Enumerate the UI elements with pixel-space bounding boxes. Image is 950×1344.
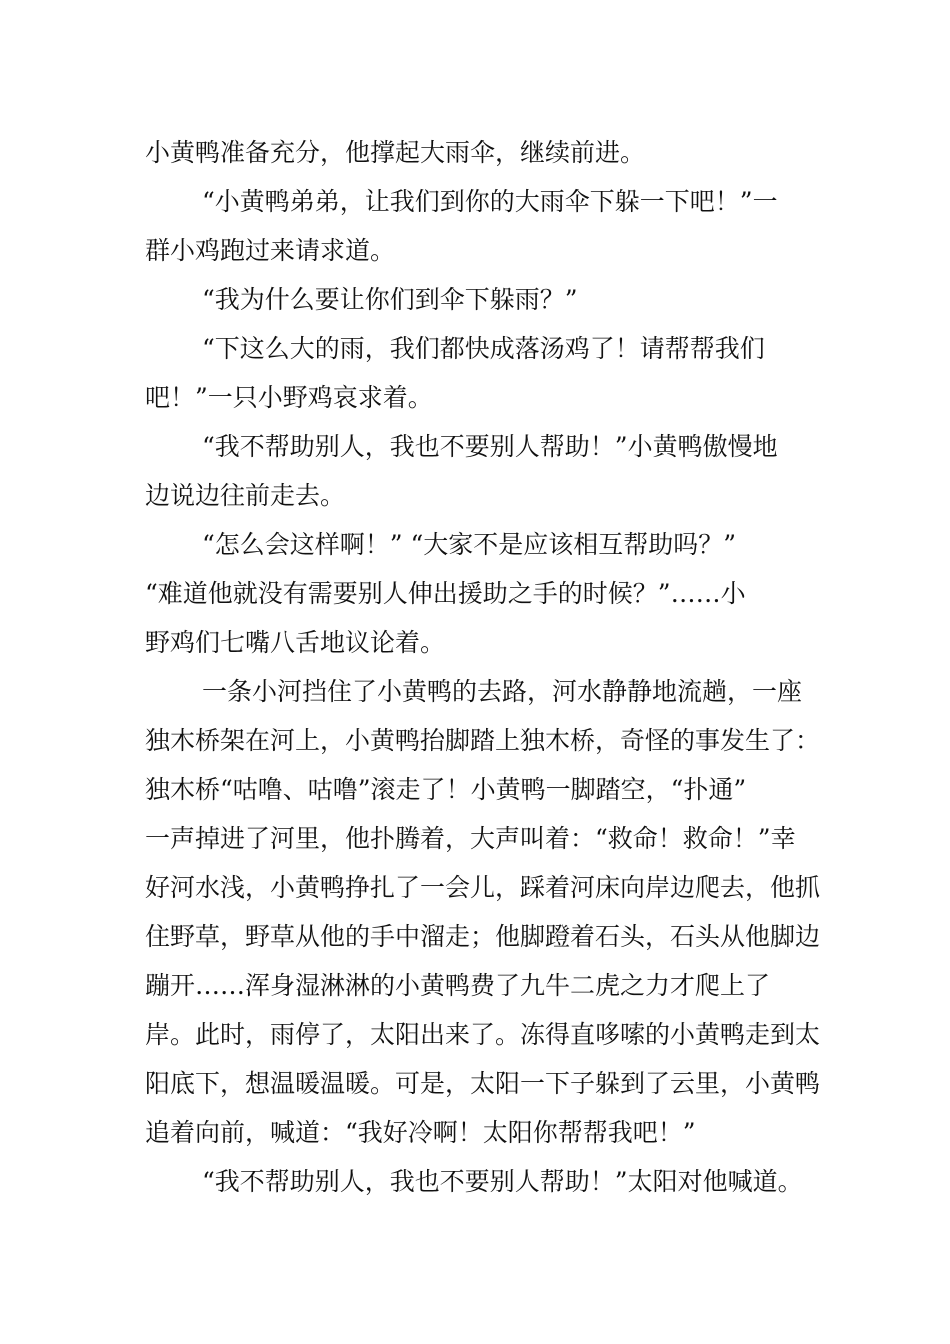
text-line: “我不帮助别人，我也不要别人帮助！”太阳对他喊道。 (202, 1167, 803, 1196)
text-line: “我为什么要让你们到伞下躲雨？” (202, 285, 578, 314)
text-line: 岸。此时，雨停了，太阳出来了。冻得直哆嗦的小黄鸭走到太 (145, 1020, 821, 1049)
text-line: 阳底下，想温暖温暖。可是，太阳一下子躲到了云里，小黄鸭 (145, 1069, 821, 1098)
text-line: 吧！”一只小野鸡哀求着。 (145, 383, 433, 412)
text-line: 独木桥架在河上，小黄鸭抬脚踏上独木桥，奇怪的事发生了： (145, 726, 821, 755)
text-line: 边说边往前走去。 (145, 481, 346, 510)
text-line: 好河水浅，小黄鸭挣扎了一会儿，踩着河床向岸边爬去，他抓 (145, 873, 821, 902)
text-line: “小黄鸭弟弟，让我们到你的大雨伞下躲一下吧！”一 (202, 187, 778, 216)
text-line: 小黄鸭准备充分，他撑起大雨伞，继续前进。 (145, 138, 646, 167)
text-line: “我不帮助别人，我也不要别人帮助！”小黄鸭傲慢地 (202, 432, 778, 461)
text-line: “下这么大的雨，我们都快成落汤鸡了！请帮帮我们 (202, 334, 765, 363)
text-line: 一条小河挡住了小黄鸭的去路，河水静静地流趟，一座 (202, 677, 803, 706)
text-line: “难道他就没有需要别人伸出援助之手的时候？”……小 (145, 579, 746, 608)
story-text (145, 128, 825, 1206)
text-line: 独木桥“咕噜、咕噜”滚走了！小黄鸭一脚踏空，“扑通” (145, 775, 747, 804)
text-line: 野鸡们七嘴八舌地议论着。 (145, 628, 446, 657)
text-line: “怎么会这样啊！” “大家不是应该相互帮助吗？” (202, 530, 737, 559)
text-line: 追着向前，喊道：“我好冷啊！太阳你帮帮我吧！” (145, 1118, 696, 1147)
text-line: 住野草，野草从他的手中溜走；他脚蹬着石头，石头从他脚边 (145, 922, 821, 951)
text-line: 蹦开……浑身湿淋淋的小黄鸭费了九牛二虎之力才爬上了 (145, 971, 771, 1000)
text-line: 一声掉进了河里，他扑腾着，大声叫着：“救命！救命！”幸 (145, 824, 796, 853)
text-line: 群小鸡跑过来请求道。 (145, 236, 396, 265)
